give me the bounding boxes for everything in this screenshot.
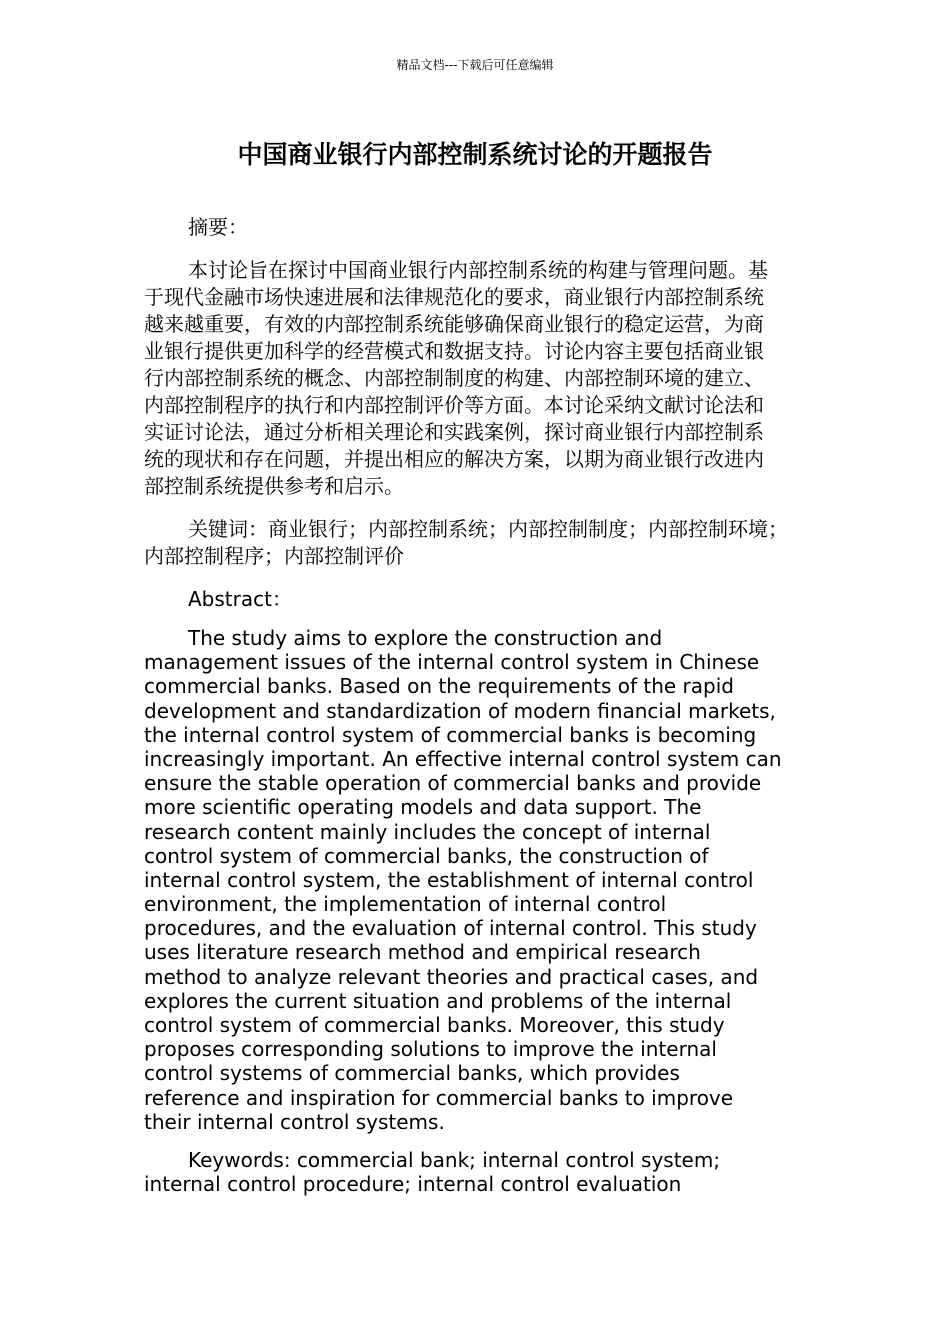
paragraph-line: 关键词：商业银行；内部控制系统；内部控制制度；内部控制环境；	[188, 517, 788, 541]
paragraph-line: control system of commercial banks. Moreover, this study	[144, 1013, 725, 1037]
paragraph-line: 部控制系统提供参考和启示。	[144, 474, 404, 498]
paragraph-line: The study aims to explore the construction and	[188, 626, 663, 650]
paragraph-line: internal control system, the establishment of internal control	[144, 867, 754, 892]
paragraph-line: procedures, and the evaluation of internal control. This study	[144, 916, 757, 941]
paragraph-line: 内部控制程序；内部控制评价	[144, 544, 404, 568]
abstract-cn-label: 摘要：	[188, 215, 248, 239]
paragraph-line: explores the current situation and problems of the internal	[144, 988, 732, 1013]
paragraph-line: ensure the stable operation of commercial banks and provide	[144, 771, 762, 796]
paragraph-line: management issues of the internal control system in Chinese	[144, 650, 760, 675]
document-title: 中国商业银行内部控制系统讨论的开题报告	[237, 140, 713, 169]
paragraph-line: control systems of commercial banks, which provides	[144, 1061, 680, 1086]
paragraph-line: 于现代金融市场快速进展和法律规范化的要求，商业银行内部控制系统	[144, 285, 764, 309]
paragraph-line: uses literature research method and empirical research	[144, 940, 701, 965]
paragraph-line: more scientific operating models and data support. The	[144, 795, 702, 820]
abstract-cn-paragraph	[144, 257, 806, 500]
paragraph-line: reference and inspiration for commercial banks to improve	[144, 1085, 734, 1110]
page-header-note: 精品文档---下载后可任意编辑	[396, 58, 554, 72]
abstract-en-paragraph	[144, 626, 810, 1134]
keywords-en-paragraph	[144, 1148, 810, 1196]
paragraph-line: 行内部控制系统的概念、内部控制制度的构建、内部控制环境的建立、	[144, 366, 764, 390]
paragraph-line: their internal control systems.	[144, 1109, 445, 1134]
paragraph-line: increasingly important. An effective internal control system can	[144, 746, 782, 771]
paragraph-line: 本讨论旨在探讨中国商业银行内部控制系统的构建与管理问题。基	[188, 258, 768, 282]
keywords-cn-paragraph	[144, 516, 806, 570]
paragraph-line: development and standardization of modern financial markets,	[144, 698, 776, 723]
paragraph-line: 内部控制程序的执行和内部控制评价等方面。本讨论采纳文献讨论法和	[144, 393, 764, 417]
paragraph-line: commercial banks. Based on the requirements of the rapid	[144, 674, 734, 699]
paragraph-line: 实证讨论法，通过分析相关理论和实践案例，探讨商业银行内部控制系	[144, 420, 764, 444]
paragraph-line: Keywords: commercial bank; internal control system;	[188, 1148, 721, 1172]
paragraph-line: 越来越重要，有效的内部控制系统能够确保商业银行的稳定运营，为商	[144, 312, 764, 336]
paragraph-line: 统的现状和存在问题，并提出相应的解决方案，以期为商业银行改进内	[144, 447, 764, 471]
paragraph-line: the internal control system of commercial banks is becoming	[144, 722, 757, 747]
paragraph-line: research content mainly includes the concept of internal	[144, 819, 711, 844]
abstract-en-label: Abstract：	[188, 587, 292, 611]
paragraph-line: control system of commercial banks, the construction of	[144, 843, 709, 868]
paragraph-line: internal control procedure; internal control evaluation	[144, 1172, 682, 1197]
paragraph-line: proposes corresponding solutions to improve the internal	[144, 1037, 717, 1062]
paragraph-line: method to analyze relevant theories and practical cases, and	[144, 964, 759, 989]
paragraph-line: environment, the implementation of internal control	[144, 892, 667, 917]
paragraph-line: 业银行提供更加科学的经营模式和数据支持。讨论内容主要包括商业银	[144, 339, 764, 363]
